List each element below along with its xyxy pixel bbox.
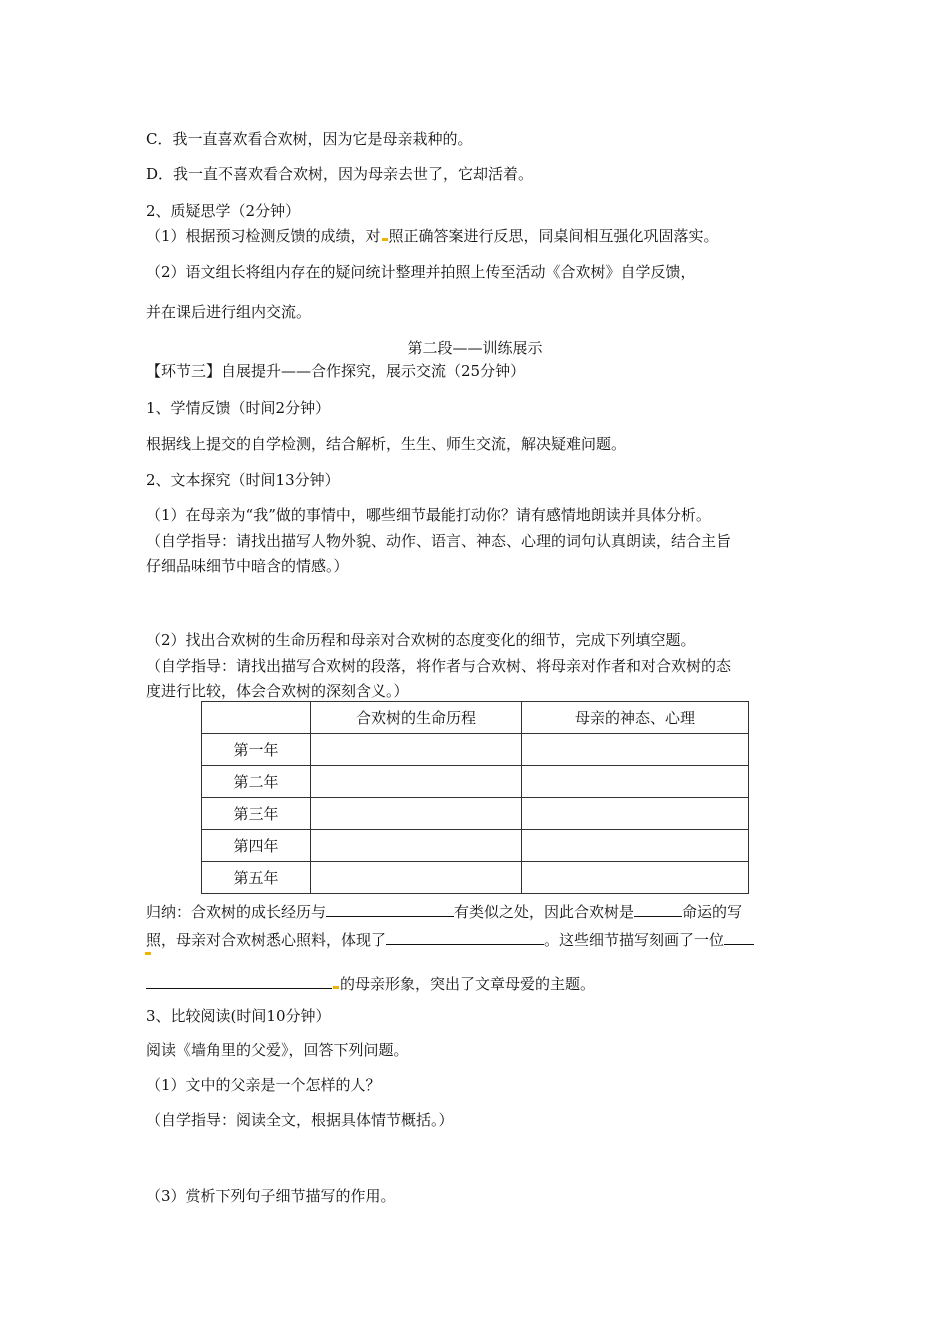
- table-cell[interactable]: [522, 798, 749, 830]
- table-row: [202, 798, 749, 830]
- revision-mark: [333, 986, 339, 989]
- zhiyi-heading: 2、质疑思学（2分钟）: [146, 202, 301, 220]
- bijiao-question-3: （3）赏析下列句子细节描写的作用。: [146, 1187, 396, 1205]
- fankui-text: 根据线上提交的自学检测，结合解析，生生、师生交流，解决疑难问题。: [146, 435, 627, 453]
- table-row: [202, 766, 749, 798]
- bijiao-question-1-guide: （自学指导：阅读全文，根据具体情节概括。）: [146, 1111, 454, 1129]
- fill-blank[interactable]: [386, 929, 544, 945]
- table-row: [202, 830, 749, 862]
- zhiyi-item-1: [146, 226, 719, 246]
- zhiyi-item-2-cont: 并在课后进行组内交流。: [146, 303, 312, 321]
- question-1-guide: （自学指导：请找出描写人物外貌、动作、语言、神态、心理的词句认真朗读，结合主旨: [146, 532, 732, 550]
- revision-mark: [145, 952, 151, 955]
- table-cell[interactable]: [311, 862, 522, 894]
- guina-text: 照，母亲对合欢树悉心照料，体现了: [146, 931, 387, 949]
- question-2-guide: （自学指导：请找出描写合欢树的段落，将作者与合欢树、将母亲对作者和对合欢树的态: [146, 657, 732, 675]
- question-1: （1）在母亲为“我”做的事情中，哪些细节最能打动你？请有感情地朗读并具体分析。: [146, 506, 711, 524]
- table-cell[interactable]: [522, 766, 749, 798]
- table-cell[interactable]: [311, 766, 522, 798]
- question-1-guide-cont: 仔细品味细节中暗含的情感。）: [146, 557, 349, 575]
- guina-text: 。这些细节描写刻画了一位: [544, 931, 725, 949]
- bijiao-heading: 3、比较阅读(时间10分钟）: [146, 1007, 331, 1025]
- table-cell[interactable]: [522, 830, 749, 862]
- table-cell[interactable]: [311, 798, 522, 830]
- row-label: 第二年: [202, 766, 311, 798]
- row-label: 第三年: [202, 798, 311, 830]
- fill-blank[interactable]: [724, 929, 754, 945]
- guina-line-3: [146, 973, 595, 994]
- option-d: D．我一直不喜欢看合欢树，因为母亲去世了，它却活着。: [146, 165, 534, 183]
- bijiao-intro: 阅读《墙角里的父爱》，回答下列问题。: [146, 1041, 409, 1059]
- guina-text: 的母亲形象，突出了文章母爱的主题。: [340, 975, 596, 993]
- guina-text: 命运的写: [682, 903, 743, 921]
- bijiao-question-1: （1）文中的父亲是一个怎样的人？: [146, 1076, 381, 1094]
- table-row: [202, 862, 749, 894]
- table-header-cell: [202, 702, 311, 734]
- option-c: C．我一直喜欢看合欢树，因为它是母亲栽种的。: [146, 130, 473, 148]
- guina-text: 归纳：合欢树的成长经历与: [146, 903, 327, 921]
- question-2: （2）找出合欢树的生命历程和母亲对合欢树的态度变化的细节，完成下列填空题。: [146, 631, 696, 649]
- row-label: 第四年: [202, 830, 311, 862]
- fill-blank[interactable]: [326, 901, 454, 917]
- row-label: 第一年: [202, 734, 311, 766]
- revision-mark: [382, 238, 388, 241]
- zhiyi-item-2: （2）语文组长将组内存在的疑问统计整理并拍照上传至活动《合欢树》自学反馈，: [146, 263, 696, 281]
- table-cell[interactable]: [522, 734, 749, 766]
- table-cell[interactable]: [522, 862, 749, 894]
- fill-blank[interactable]: [146, 973, 332, 989]
- question-2-guide-cont: 度进行比较，体会合欢树的深刻含义。）: [146, 682, 409, 700]
- table-row: [202, 734, 749, 766]
- row-label: 第五年: [202, 862, 311, 894]
- fill-blank[interactable]: [634, 901, 682, 917]
- guina-text: 有类似之处，因此合欢树是: [454, 903, 635, 921]
- table-header-row: [202, 702, 749, 734]
- section-title: 第二段——训练展示: [407, 339, 543, 357]
- table-header-cell: 母亲的神态、心理: [522, 702, 749, 734]
- huanjie-title: 【环节三】自展提升——合作探究，展示交流（25分钟）: [146, 362, 526, 380]
- life-history-table: [201, 701, 749, 894]
- tanjiu-heading: 2、文本探究（时间13分钟）: [146, 471, 340, 489]
- zhiyi-item-1-part-b: 照正确答案进行反思，同桌间相互强化巩固落实。: [388, 227, 719, 245]
- guina-line-1: [146, 901, 742, 922]
- table-header-cell: 合欢树的生命历程: [311, 702, 522, 734]
- zhiyi-item-1-part-a: （1）根据预习检测反馈的成绩，对: [146, 227, 381, 245]
- table-cell[interactable]: [311, 830, 522, 862]
- guina-line-2: [146, 929, 754, 950]
- table-cell[interactable]: [311, 734, 522, 766]
- fankui-heading: 1、学情反馈（时间2分钟）: [146, 399, 331, 417]
